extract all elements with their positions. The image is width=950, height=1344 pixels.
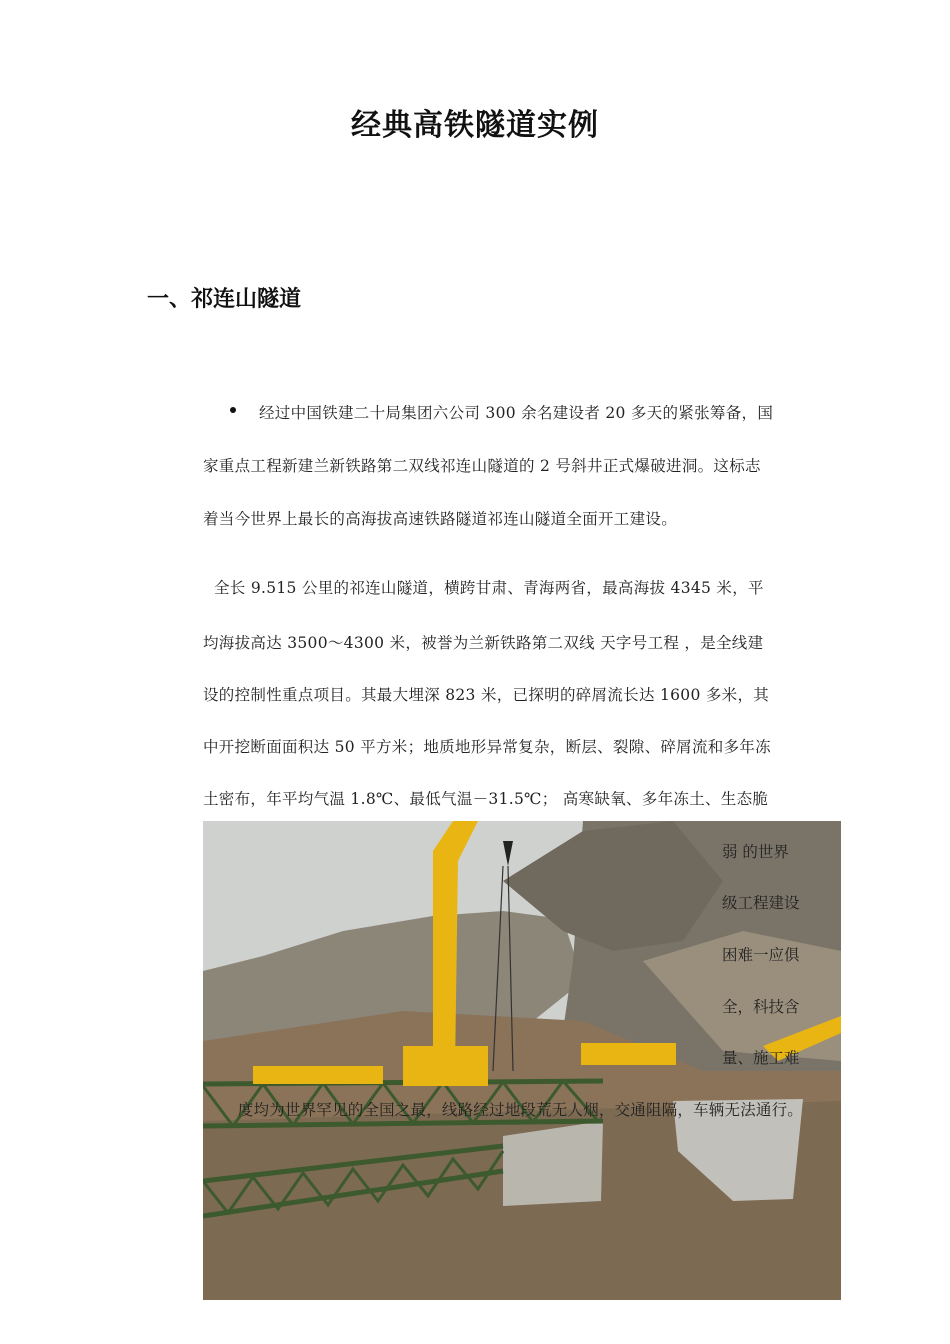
side-text-line: 级工程建设 (722, 894, 800, 912)
paragraph1-line: 家重点工程新建兰新铁路第二双线祁连山隧道的 2 号斜井正式爆破进洞。这标志 (203, 457, 761, 475)
paragraph1-line: 着当今世界上最长的高海拔高速铁路隧道祁连山隧道全面开工建设。 (203, 510, 678, 528)
overlay-text-line: 度均为世界罕见的全国之最，线路经过地段荒无人烟，交通阻隔，车辆无法通行。 (237, 1101, 803, 1119)
bullet-dot (230, 407, 236, 413)
paragraph2-line: 土密布，年平均气温 1.8℃、最低气温－31.5℃； 高寒缺氧、多年冻土、生态脆 (203, 790, 769, 808)
side-text-line: 弱 的世界 (722, 843, 789, 861)
page-title: 经典高铁隧道实例 (351, 108, 599, 143)
section-heading: 一、祁连山隧道 (147, 287, 302, 312)
side-text-line: 量、施工难 (722, 1049, 800, 1067)
side-text-line: 全，科技含 (722, 998, 800, 1016)
paragraph2-line: 全长 9.515 公里的祁连山隧道，横跨甘肃、青海两省，最高海拔 4345 米，平 (214, 579, 764, 597)
paragraph2-line: 中开挖断面面积达 50 平方米；地质地形异常复杂，断层、裂隙、碎屑流和多年冻 (203, 738, 771, 756)
paragraph2-line: 均海拔高达 3500～4300 米，被誉为兰新铁路第二双线 天字号工程 ，是全线建 (203, 634, 764, 652)
side-text-line: 困难一应俱 (722, 946, 800, 964)
paragraph2-line: 设的控制性重点项目。其最大埋深 823 米，已探明的碎屑流长达 1600 多米，其 (203, 686, 770, 704)
paragraph1-line: 经过中国铁建二十局集团六公司 300 余名建设者 20 多天的紧张筹备，国 (259, 404, 774, 422)
